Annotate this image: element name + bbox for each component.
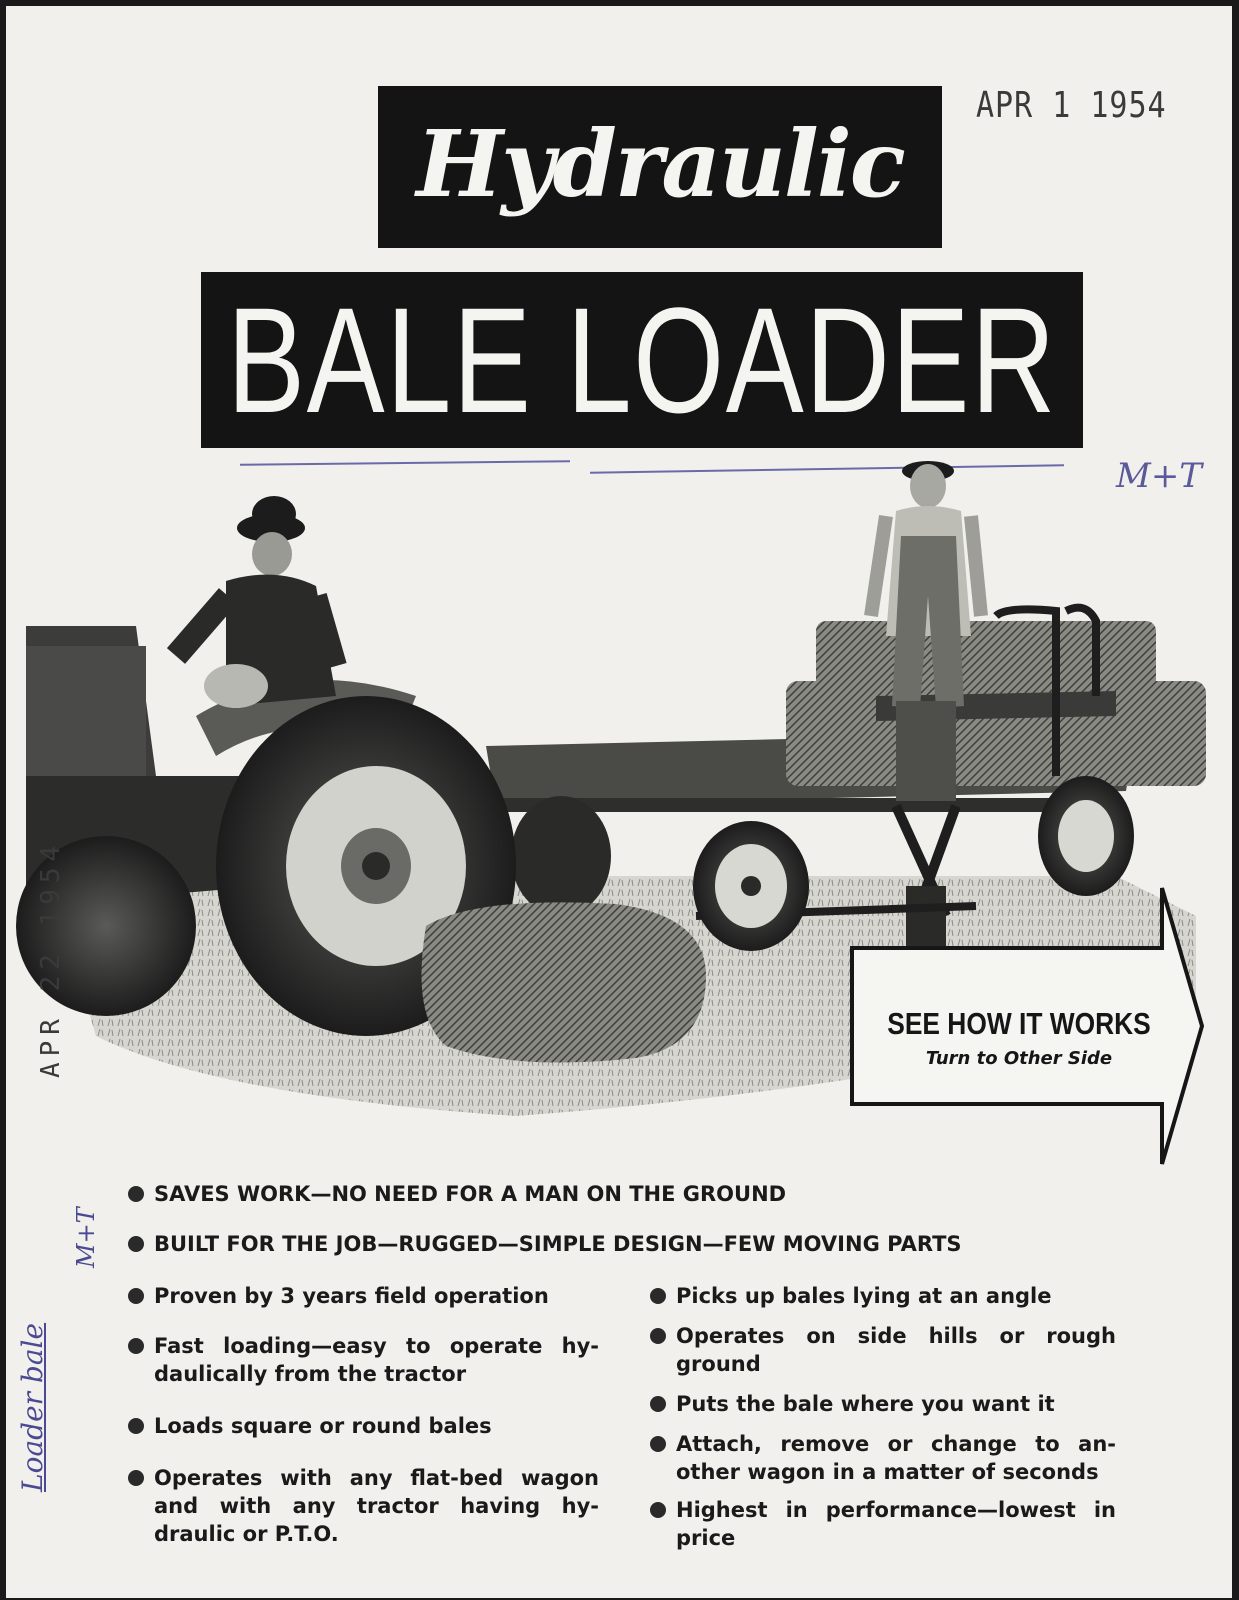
received-date-stamp-side: APR 22 1954 <box>36 839 66 1078</box>
callout-subtitle: Turn to Other Side <box>925 1048 1113 1069</box>
title-banner-script <box>378 86 942 248</box>
see-how-it-works-callout <box>864 1006 1174 1069</box>
title-hydraulic: Hydraulic <box>416 110 904 218</box>
handwritten-initials-side: M+T <box>72 1207 100 1268</box>
feature-right-1: Picks up bales lying at an angle <box>676 1282 1116 1310</box>
title-bale-loader: BALE LOADER <box>227 276 1057 444</box>
handwritten-initials: M+T <box>1116 456 1202 496</box>
bullet-icon <box>128 1288 144 1304</box>
feature-left-4: Operates with any flat-bed wagon and with any tractor having hy- draulic or P.T.O. <box>154 1464 599 1548</box>
feature-left-2: Fast loading—easy to operate hy- daulically from the tractor <box>154 1332 599 1388</box>
feature-right-4: Attach, remove or change to an- other wagon in a matter of seconds <box>676 1430 1116 1486</box>
bullet-icon <box>650 1288 666 1304</box>
feature-left-3: Loads square or round bales <box>154 1412 599 1440</box>
feature-right-3: Puts the bale where you want it <box>676 1390 1116 1418</box>
bullet-icon <box>128 1338 144 1354</box>
feature-right-2: Operates on side hills or rough ground <box>676 1322 1116 1378</box>
received-date-stamp: APR 1 1954 <box>976 84 1167 127</box>
title-banner-block <box>201 272 1083 448</box>
bullet-icon <box>128 1418 144 1434</box>
bullet-icon <box>128 1236 144 1252</box>
bullet-icon <box>128 1470 144 1486</box>
bullet-icon <box>650 1436 666 1452</box>
feature-wide-1: SAVES WORK—NO NEED FOR A MAN ON THE GROUND <box>154 1180 1014 1208</box>
feature-right-5: Highest in performance—lowest in price <box>676 1496 1116 1552</box>
callout-title: SEE HOW IT WORKS <box>887 1006 1151 1041</box>
feature-left-1: Proven by 3 years field operation <box>154 1282 599 1310</box>
bullet-icon <box>650 1502 666 1518</box>
handwritten-note-side: Loader bale <box>16 1322 49 1492</box>
brochure-page <box>6 6 1232 1598</box>
feature-wide-2: BUILT FOR THE JOB—RUGGED—SIMPLE DESIGN—FEW MOVING PARTS <box>154 1230 1054 1258</box>
bullet-icon <box>650 1396 666 1412</box>
bullet-icon <box>650 1328 666 1344</box>
bullet-icon <box>128 1186 144 1202</box>
